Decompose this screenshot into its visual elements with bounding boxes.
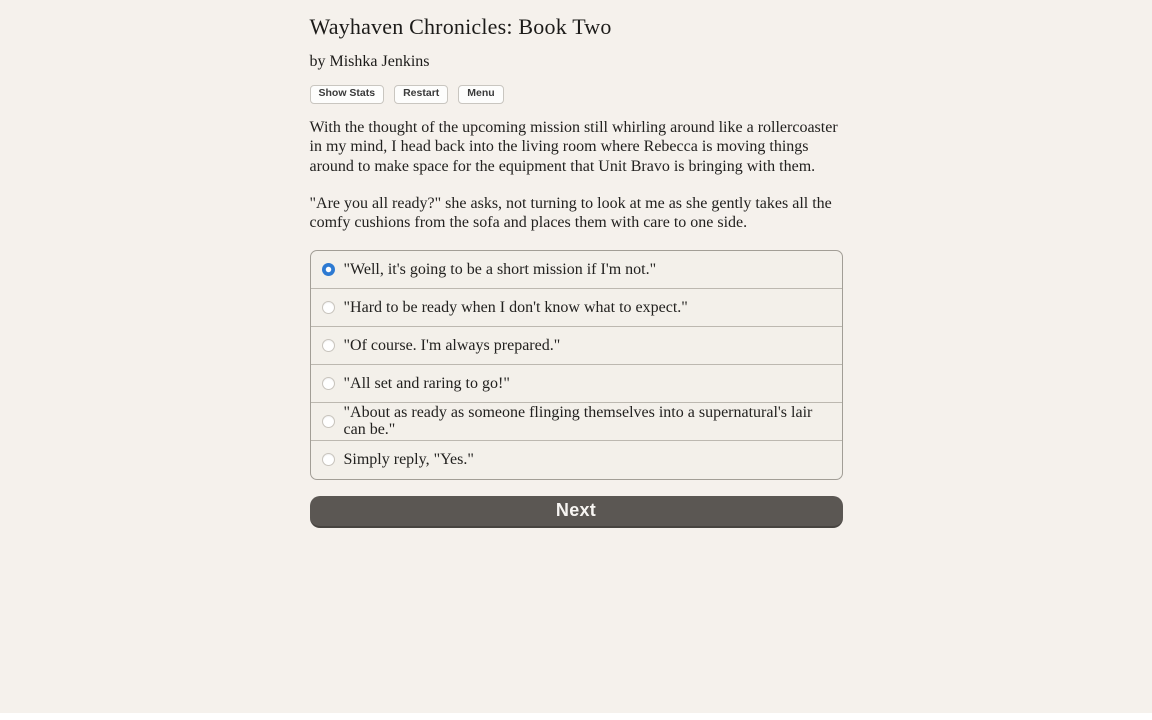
choice-option[interactable]	[311, 403, 842, 441]
bottom-strip	[0, 713, 1152, 720]
choice-label[interactable]: "Of course. I'm always prepared."	[343, 336, 561, 354]
radio-button-icon[interactable]	[322, 415, 335, 428]
toolbar	[310, 85, 843, 104]
restart-button[interactable]: Restart	[394, 85, 448, 104]
choice-label[interactable]: "Well, it's going to be a short mission if I'm not."	[343, 260, 657, 278]
radio-button-icon[interactable]	[322, 263, 335, 276]
choice-label[interactable]: "Hard to be ready when I don't know what to expect."	[343, 298, 688, 316]
story-paragraph: With the thought of the upcoming mission still whirling around like a rollercoaster in my mind, I head back into the living room where Rebecca is moving things around to make space for the equipment that Unit Bravo is bringing with them.	[309, 118, 838, 175]
menu-button[interactable]: Menu	[458, 85, 503, 104]
radio-button-icon[interactable]	[322, 339, 335, 352]
radio-button-icon[interactable]	[322, 453, 335, 466]
story-page	[310, 0, 843, 528]
show-stats-button[interactable]: Show Stats	[310, 85, 385, 104]
next-button[interactable]: Next	[310, 496, 843, 528]
radio-button-icon[interactable]	[322, 377, 335, 390]
choice-option[interactable]	[311, 289, 842, 327]
author-byline: by Mishka Jenkins	[309, 53, 430, 70]
story-paragraph: "Are you all ready?" she asks, not turning to look at me as she gently takes all the comfy cushions from the sofa and places them with care to one side.	[309, 194, 832, 232]
choice-option[interactable]	[311, 441, 842, 479]
choice-list	[310, 250, 843, 480]
radio-button-icon[interactable]	[322, 301, 335, 314]
story-text	[310, 118, 843, 233]
page-title: Wayhaven Chronicles: Book Two	[309, 14, 612, 39]
choice-label[interactable]: "About as ready as someone flinging themselves into a supernatural's lair can be."	[343, 403, 813, 439]
choice-label[interactable]: "All set and raring to go!"	[343, 374, 510, 392]
choice-option[interactable]	[311, 251, 842, 289]
choice-option[interactable]	[311, 365, 842, 403]
choice-label[interactable]: Simply reply, "Yes."	[343, 451, 474, 469]
choice-option[interactable]	[311, 327, 842, 365]
